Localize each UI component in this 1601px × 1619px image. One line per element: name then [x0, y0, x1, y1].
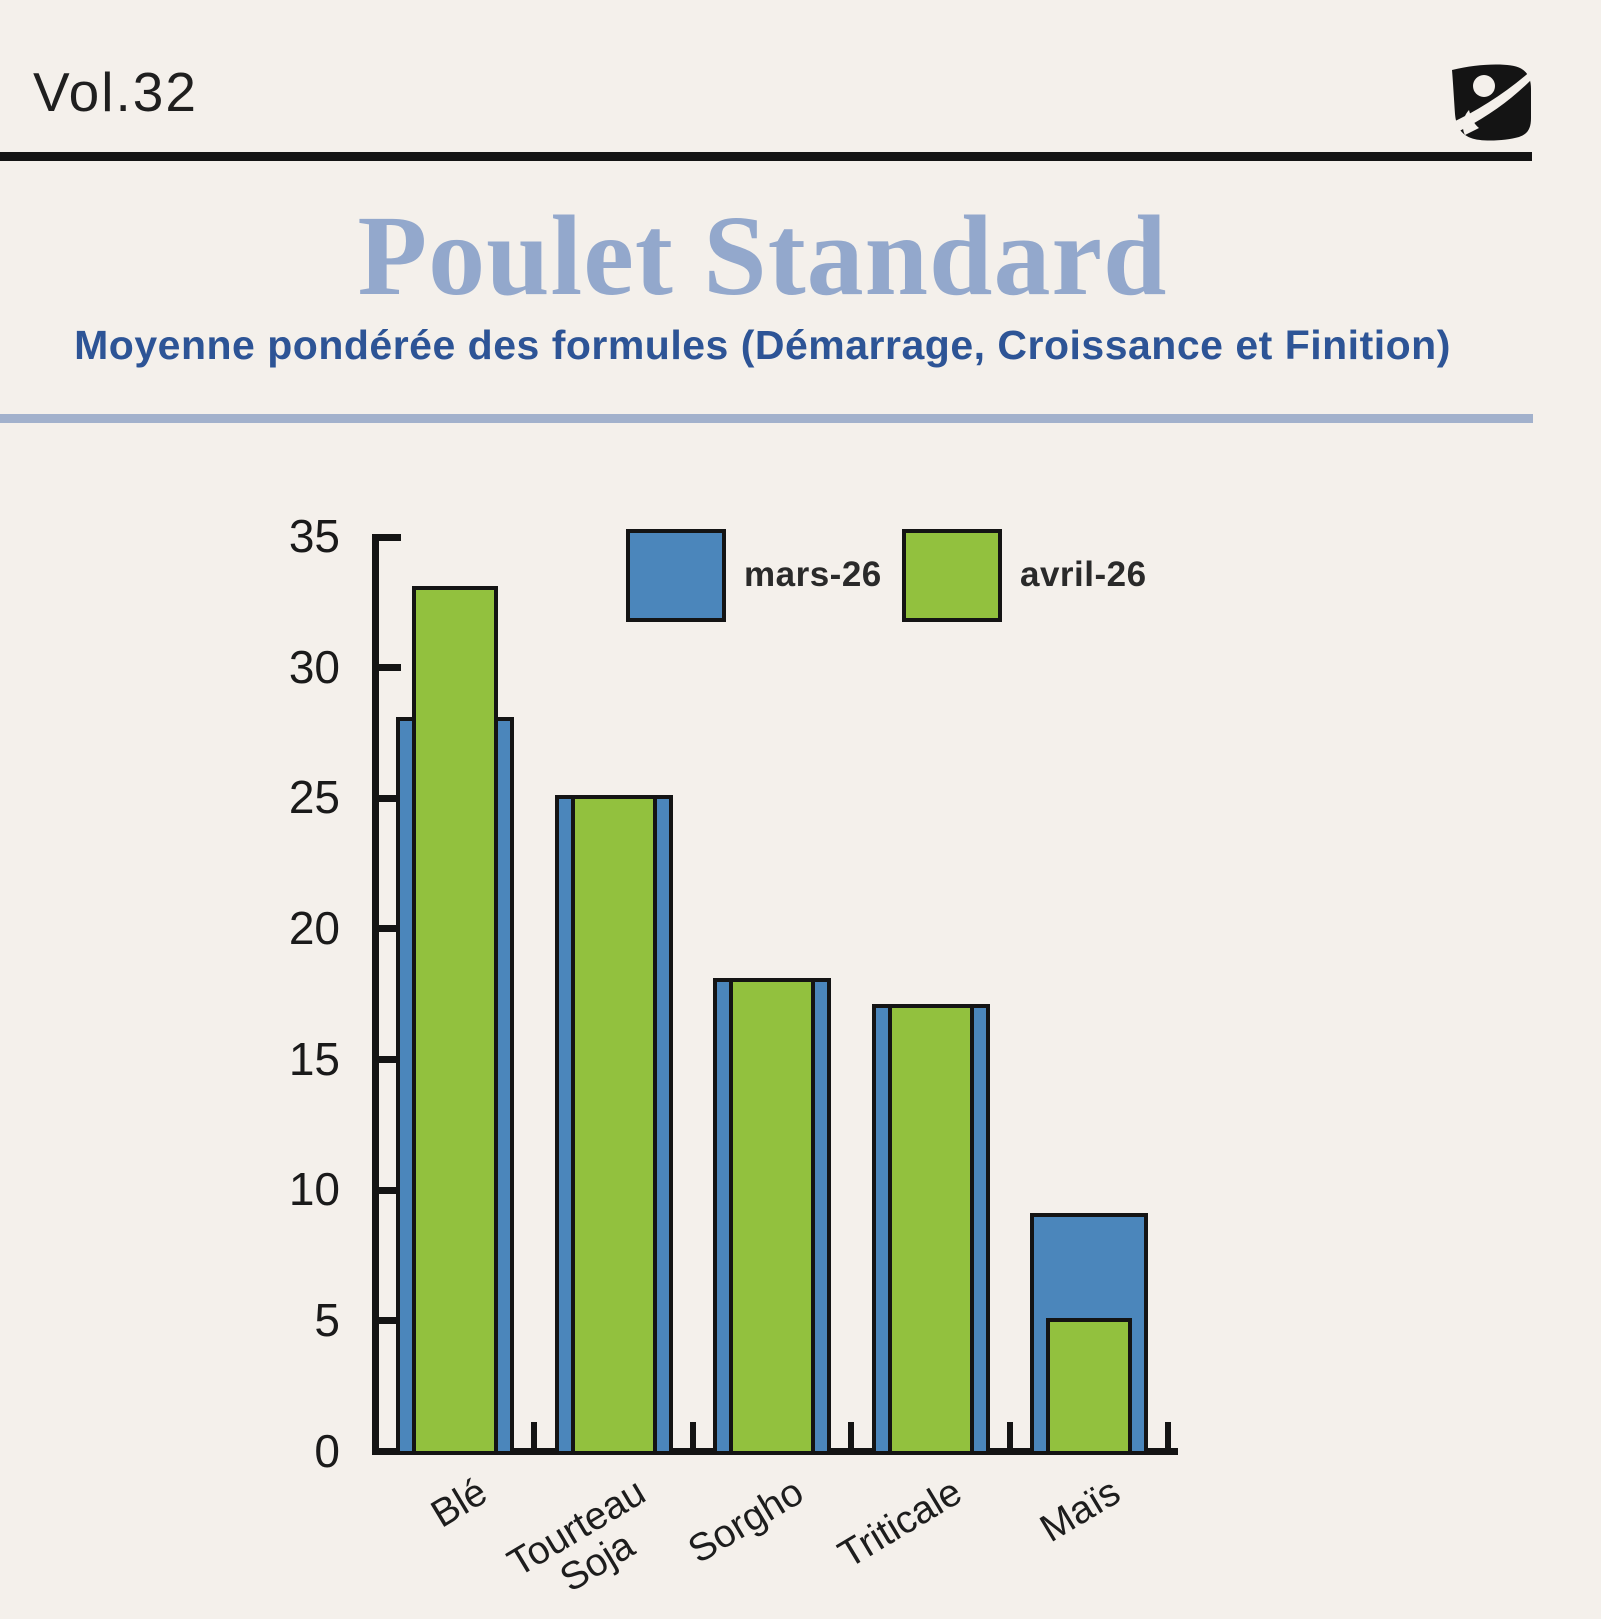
bar-Maïs-avril-26	[1046, 1318, 1132, 1455]
y-tick-label: 25	[288, 771, 340, 824]
x-category-label: Triticale	[831, 1470, 970, 1577]
x-tick	[690, 1422, 696, 1448]
page-title: Poulet Standard	[357, 192, 1168, 319]
y-tick-label: 10	[288, 1163, 340, 1216]
x-tick	[1007, 1422, 1013, 1448]
y-tick-label: 30	[288, 640, 340, 693]
x-category-label: Tourteau Soja	[500, 1470, 653, 1601]
x-category-label: Maïs	[1033, 1470, 1129, 1551]
y-tick-label: 15	[288, 1032, 340, 1085]
legend-swatch-avril-26	[902, 529, 1002, 622]
bar-Tourteau-Soja-avril-26	[571, 795, 657, 1455]
legend-label-mars-26: mars-26	[744, 555, 882, 594]
y-tick	[372, 664, 402, 671]
x-tick	[531, 1422, 537, 1448]
y-tick-label: 20	[288, 901, 340, 954]
bar-Blé-avril-26	[412, 586, 498, 1455]
x-category-label: Blé	[423, 1470, 495, 1537]
x-tick	[1165, 1422, 1171, 1448]
y-tick	[372, 534, 402, 541]
y-tick-label: 0	[314, 1424, 340, 1477]
x-tick	[848, 1422, 854, 1448]
y-tick-label: 5	[314, 1293, 340, 1346]
x-category-label: Sorgho	[681, 1470, 812, 1572]
legend-label-avril-26: avril-26	[1020, 555, 1147, 594]
page-subtitle: Moyenne pondérée des formules (Démarrage, Croissance et Finition)	[74, 321, 1451, 368]
bar-Sorgho-avril-26	[729, 978, 815, 1455]
volume-label: Vol.32	[33, 61, 198, 123]
bar-Triticale-avril-26	[888, 1004, 974, 1455]
legend-swatch-mars-26	[626, 529, 726, 622]
y-tick-label: 35	[288, 510, 340, 562]
